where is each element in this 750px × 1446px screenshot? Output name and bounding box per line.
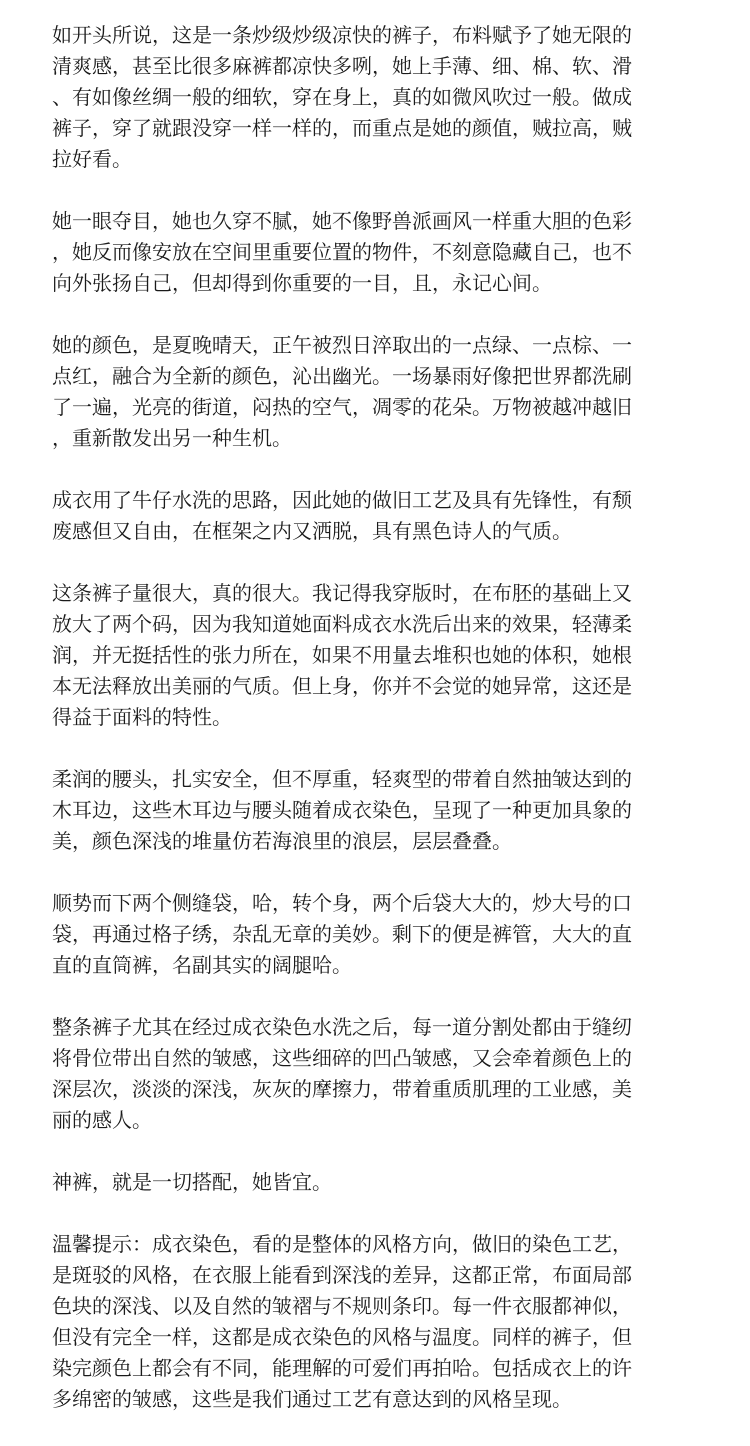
paragraph-line: 但没有完全一样，这都是成衣染色的风格与温度。同样的裤子，但 xyxy=(52,1325,632,1349)
paragraph-line: 本无法释放出美丽的气质。但上身，你并不会觉的她异常，这还是 xyxy=(52,674,632,698)
paragraph xyxy=(52,888,712,981)
paragraph xyxy=(52,485,712,547)
article-body xyxy=(52,20,712,1446)
paragraph-line: 美，颜色深浅的堆量仿若海浪里的浪层，层层叠叠。 xyxy=(52,829,512,853)
paragraph-line: 温馨提示：成衣染色，看的是整体的风格方向，做旧的染色工艺， xyxy=(52,1232,632,1256)
paragraph-line: 神裤，就是一切搭配，她皆宜。 xyxy=(52,1170,332,1194)
paragraph-line: ，她反而像安放在空间里重要位置的物件，不刻意隐藏自己，也不 xyxy=(52,240,632,264)
paragraph-line: 色块的深浅、以及自然的皱褶与不规则条印。每一件衣服都神似， xyxy=(52,1294,632,1318)
paragraph-line: 成衣用了牛仔水洗的思路，因此她的做旧工艺及具有先锋性，有颓 xyxy=(52,488,632,512)
paragraph-line: 她的颜色，是夏晚晴天，正午被烈日淬取出的一点绿、一点棕、一 xyxy=(52,333,632,357)
paragraph-line: 废感但又自由，在框架之内又洒脱，具有黑色诗人的气质。 xyxy=(52,519,572,543)
paragraph-line: 将骨位带出自然的皱感，这些细碎的凹凸皱感，又会牵着颜色上的 xyxy=(52,1046,632,1070)
paragraph-line: 深层次，淡淡的深浅，灰灰的摩擦力，带着重质肌理的工业感，美 xyxy=(52,1077,632,1101)
paragraph-line: 木耳边，这些木耳边与腰头随着成衣染色，呈现了一种更加具象的 xyxy=(52,798,632,822)
paragraph-line: 她一眼夺目，她也久穿不腻，她不像野兽派画风一样重大胆的色彩 xyxy=(52,209,632,233)
paragraph-line: 放大了两个码，因为我知道她面料成衣水洗后出来的效果，轻薄柔 xyxy=(52,612,632,636)
paragraph-line: 袋，再通过格子绣，杂乱无章的美妙。剩下的便是裤管，大大的直 xyxy=(52,922,632,946)
paragraph-line: 整条裤子尤其在经过成衣染色水洗之后，每一道分割处都由于缝纫 xyxy=(52,1015,632,1039)
paragraph-line: 直的直筒裤，名副其实的阔腿哈。 xyxy=(52,953,352,977)
paragraph xyxy=(52,330,712,454)
paragraph-line: 这条裤子量很大，真的很大。我记得我穿版时，在布胚的基础上又 xyxy=(52,581,632,605)
paragraph-line: 裤子，穿了就跟没穿一样一样的，而重点是她的颜值，贼拉高，贼 xyxy=(52,116,632,140)
paragraph-line: 染完颜色上都会有不同，能理解的可爱们再拍哈。包括成衣上的许 xyxy=(52,1356,632,1380)
paragraph xyxy=(52,578,712,733)
paragraph-line: 多绵密的皱感，这些是我们通过工艺有意达到的风格呈现。 xyxy=(52,1387,572,1411)
paragraph xyxy=(52,206,712,299)
paragraph-line: 丽的感人。 xyxy=(52,1108,152,1132)
paragraph-line: 得益于面料的特性。 xyxy=(52,705,232,729)
paragraph-line: 向外张扬自己，但却得到你重要的一目，且，永记心间。 xyxy=(52,271,552,295)
paragraph-line: 清爽感，甚至比很多麻裤都凉快多咧，她上手薄、细、棉、软、滑 xyxy=(52,54,632,78)
paragraph xyxy=(52,1012,712,1136)
paragraph-line: 了一遍，光亮的街道，闷热的空气，凋零的花朵。万物被越冲越旧 xyxy=(52,395,632,419)
paragraph-line: 柔润的腰头，扎实安全，但不厚重，轻爽型的带着自然抽皱达到的 xyxy=(52,767,632,791)
paragraph-line: 拉好看。 xyxy=(52,147,132,171)
paragraph-line: 点红，融合为全新的颜色，沁出幽光。一场暴雨好像把世界都洗刷 xyxy=(52,364,632,388)
paragraph xyxy=(52,1167,712,1198)
paragraph xyxy=(52,20,712,175)
paragraph-line: 如开头所说，这是一条炒级炒级凉快的裤子，布料赋予了她无限的 xyxy=(52,23,632,47)
paragraph-line: 、有如像丝绸一般的细软，穿在身上，真的如微风吹过一般。做成 xyxy=(52,85,632,109)
paragraph xyxy=(52,764,712,857)
paragraph-line: 是斑驳的风格，在衣服上能看到深浅的差异，这都正常，布面局部 xyxy=(52,1263,632,1287)
paragraph-line: ，重新散发出另一种生机。 xyxy=(52,426,292,450)
paragraph-line: 润，并无挺括性的张力所在，如果不用量去堆积也她的体积，她根 xyxy=(52,643,632,667)
paragraph-line: 顺势而下两个侧缝袋，哈，转个身，两个后袋大大的，炒大号的口 xyxy=(52,891,632,915)
paragraph xyxy=(52,1229,712,1415)
